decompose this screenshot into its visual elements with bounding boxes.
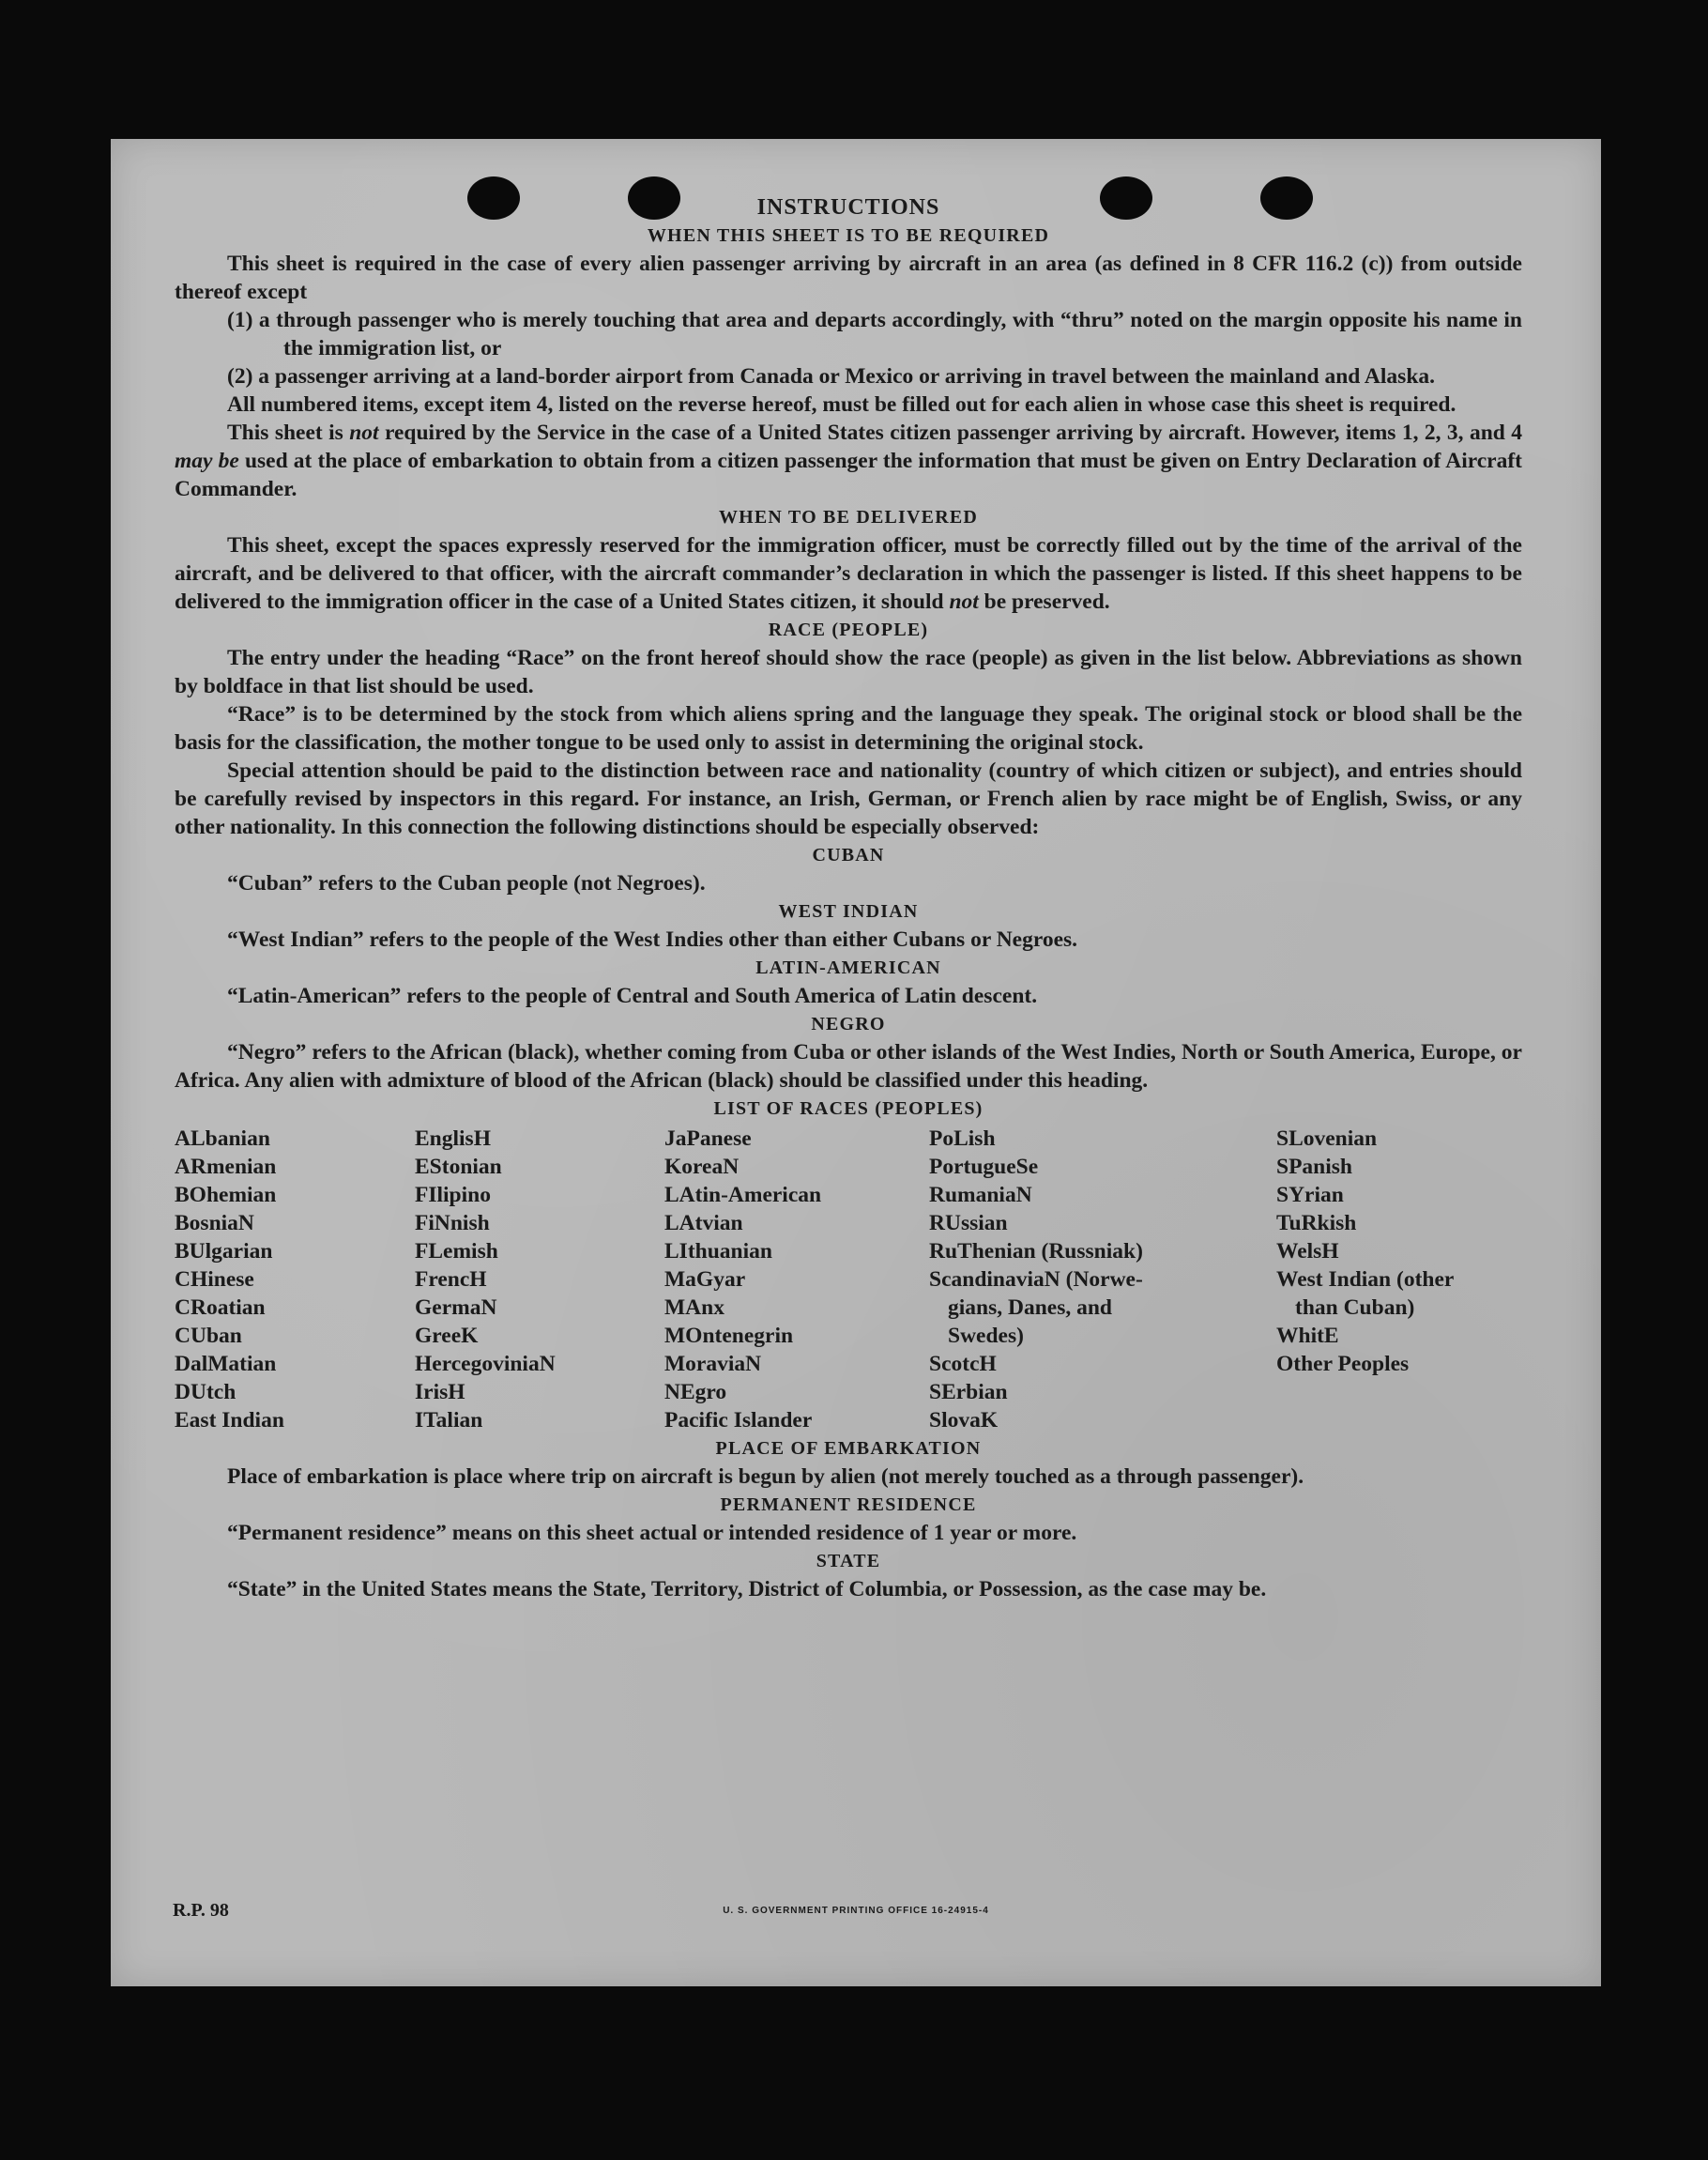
race-entry: DalMatian — [175, 1352, 277, 1376]
page-title: INSTRUCTIONS — [756, 195, 940, 220]
race-entry: LAtvian — [664, 1211, 743, 1235]
paragraph: “Cuban” refers to the Cuban people (not Negroes). — [227, 871, 706, 896]
section-heading-when-delivered: WHEN TO BE DELIVERED — [718, 507, 979, 528]
race-entry: FIlipino — [415, 1183, 491, 1207]
section-heading-list-of-races: LIST OF RACES (PEOPLES) — [713, 1098, 984, 1119]
race-entry: JaPanese — [664, 1126, 752, 1151]
race-entry: LIthuanian — [664, 1239, 772, 1264]
document-sheet — [111, 139, 1601, 1986]
race-entry: TuRkish — [1276, 1211, 1357, 1235]
race-entry: WhitE — [1276, 1324, 1339, 1348]
race-entry: BUlgarian — [175, 1239, 273, 1264]
race-entry: ScandinaviaN (Norwe- — [929, 1267, 1143, 1292]
race-entry: East Indian — [175, 1408, 284, 1432]
section-heading-embarkation: PLACE OF EMBARKATION — [715, 1438, 982, 1459]
race-entry: MAnx — [664, 1295, 724, 1320]
race-entry: SPanish — [1276, 1155, 1352, 1179]
race-entry: GermaN — [415, 1295, 497, 1320]
instructions-content — [175, 193, 1522, 1603]
paragraph: Special attention should be paid to the distinction between race and nationality (country of which citizen or subject), and entries should be carefully revised by inspectors in this regard. For instance, an Irish, German, or French alien by race might be of English, Swiss, or any other nationality. In this connection the following distinctions should be especially observed: — [175, 758, 1522, 839]
paragraph — [175, 419, 1522, 503]
race-entry: ScotcH — [929, 1352, 997, 1376]
race-entry: MOntenegrin — [664, 1324, 794, 1348]
race-entry: RuThenian (Russniak) — [929, 1239, 1143, 1264]
race-entry: FiNnish — [415, 1211, 490, 1235]
paragraph: The entry under the heading “Race” on the front hereof should show the race (people) as given in the list below. Abbreviations as shown by boldface in that list should be used. — [175, 646, 1522, 698]
exception-item-1: (1) a through passenger who is merely touching that area and departs accordingly, with “thru” noted on the margin opposite his name in the immigration list, or — [227, 308, 1522, 360]
paragraph: “Latin-American” refers to the people of Central and South America of Latin descent. — [227, 984, 1038, 1008]
race-entry: ALbanian — [175, 1126, 270, 1151]
race-entry: BosniaN — [175, 1211, 254, 1235]
race-entry: MoraviaN — [664, 1352, 762, 1376]
printer-imprint: U. S. GOVERNMENT PRINTING OFFICE 16-24915-4 — [723, 1906, 989, 1916]
section-heading-race: RACE (PEOPLE) — [768, 620, 929, 640]
paragraph — [175, 531, 1522, 616]
emphasis-text: not — [349, 421, 379, 445]
paragraph: This sheet is required in the case of every alien passenger arriving by aircraft in an area (as defined in 8 CFR 116.2 (c)) from outside thereof except — [175, 252, 1522, 304]
race-entry: PoLish — [929, 1126, 996, 1151]
text-run: required by the Service in the case of a United States citizen passenger arriving by aircraft. However, items 1, 2, 3, and 4 — [378, 421, 1522, 445]
section-heading-negro: NEGRO — [811, 1014, 886, 1034]
race-entry: PortugueSe — [929, 1155, 1039, 1179]
race-entry: WelsH — [1276, 1239, 1339, 1264]
race-entry: Swedes) — [948, 1324, 1024, 1348]
race-entry: SLovenian — [1276, 1126, 1378, 1151]
paragraph: “Permanent residence” means on this sheet actual or intended residence of 1 year or more. — [227, 1521, 1077, 1545]
race-entry: DUtch — [175, 1380, 236, 1404]
race-column-3 — [664, 1125, 927, 1434]
race-entry: CHinese — [175, 1267, 254, 1292]
emphasis-text: not — [949, 590, 979, 614]
race-entry: gians, Danes, and — [948, 1295, 1112, 1320]
paragraph: All numbered items, except item 4, listed on the reverse hereof, must be filled out for each alien in whose case this sheet is required. — [227, 392, 1456, 417]
race-entry: CRoatian — [175, 1295, 266, 1320]
exception-item-2: (2) a passenger arriving at a land-border airport from Canada or Mexico or arriving in travel between the mainland and Alaska. — [227, 364, 1436, 389]
race-entry: NEgro — [664, 1380, 727, 1404]
paragraph: “Race” is to be determined by the stock from which aliens spring and the language they speak. The original stock or blood shall be the basis for the classification, the mother tongue to be used only to assist in determining the original stock. — [175, 702, 1522, 755]
race-entry: MaGyar — [664, 1267, 746, 1292]
race-column-1 — [175, 1125, 419, 1434]
race-entry: SErbian — [929, 1380, 1008, 1404]
race-entry: ARmenian — [175, 1155, 277, 1179]
race-entry: HercegoviniaN — [415, 1352, 556, 1376]
emphasis-text: may be — [175, 449, 239, 473]
section-heading-when-required: WHEN THIS SHEET IS TO BE REQUIRED — [647, 225, 1050, 246]
form-code: R.P. 98 — [173, 1900, 229, 1921]
paragraph: “Negro” refers to the African (black), whether coming from Cuba or other islands of the West Indies, North or South America, Europe, or Africa. Any alien with admixture of blood of the African (black) should be classified under this heading. — [175, 1040, 1522, 1093]
paragraph: “West Indian” refers to the people of the West Indies other than either Cubans or Negroes. — [227, 927, 1078, 952]
section-heading-residence: PERMANENT RESIDENCE — [720, 1494, 977, 1515]
section-heading-west-indian: WEST INDIAN — [778, 901, 919, 922]
text-run: This sheet is — [227, 421, 350, 445]
race-column-2 — [415, 1125, 659, 1434]
race-entry: West Indian (other — [1276, 1267, 1455, 1292]
text-run: be preserved. — [978, 590, 1110, 614]
race-entry: CUban — [175, 1324, 242, 1348]
race-entry: RUssian — [929, 1211, 1008, 1235]
paragraph: Place of embarkation is place where trip on aircraft is begun by alien (not merely touched as a through passenger). — [227, 1464, 1304, 1489]
race-entry: Other Peoples — [1276, 1352, 1410, 1376]
race-column-4 — [929, 1125, 1211, 1434]
race-entry: Pacific Islander — [664, 1408, 813, 1432]
race-entry: GreeK — [415, 1324, 479, 1348]
race-entry: FrencH — [415, 1267, 487, 1292]
text-run: This sheet, except the spaces expressly reserved for the immigration officer, must be correctly filled out by the time of the arrival of the aircraft, and be delivered to that officer, with the aircraft commander’s declaration in which the passenger is listed. If this sheet happens to be delivered to the immigration officer in the case of a United States citizen, it should — [175, 533, 1522, 614]
section-heading-cuban: CUBAN — [812, 845, 885, 866]
race-entry: SlovaK — [929, 1408, 999, 1432]
race-entry: IrisH — [415, 1380, 465, 1404]
race-list — [175, 1125, 1522, 1434]
race-entry: ITalian — [415, 1408, 483, 1432]
race-column-5 — [1276, 1125, 1522, 1378]
paragraph: “State” in the United States means the State, Territory, District of Columbia, or Possession, as the case may be. — [227, 1577, 1267, 1601]
race-entry: BOhemian — [175, 1183, 277, 1207]
race-entry: than Cuban) — [1295, 1295, 1415, 1320]
race-entry: KoreaN — [664, 1155, 740, 1179]
section-heading-state: STATE — [816, 1551, 881, 1571]
section-heading-latin-american: LATIN-AMERICAN — [755, 957, 941, 978]
race-entry: EStonian — [415, 1155, 502, 1179]
race-entry: RumaniaN — [929, 1183, 1032, 1207]
race-entry: EnglisH — [415, 1126, 491, 1151]
race-entry: FLemish — [415, 1239, 498, 1264]
text-run: used at the place of embarkation to obtain from a citizen passenger the information that must be given on Entry Declaration of Aircraft Commander. — [175, 449, 1522, 501]
race-entry: LAtin-American — [664, 1183, 822, 1207]
race-entry: SYrian — [1276, 1183, 1344, 1207]
